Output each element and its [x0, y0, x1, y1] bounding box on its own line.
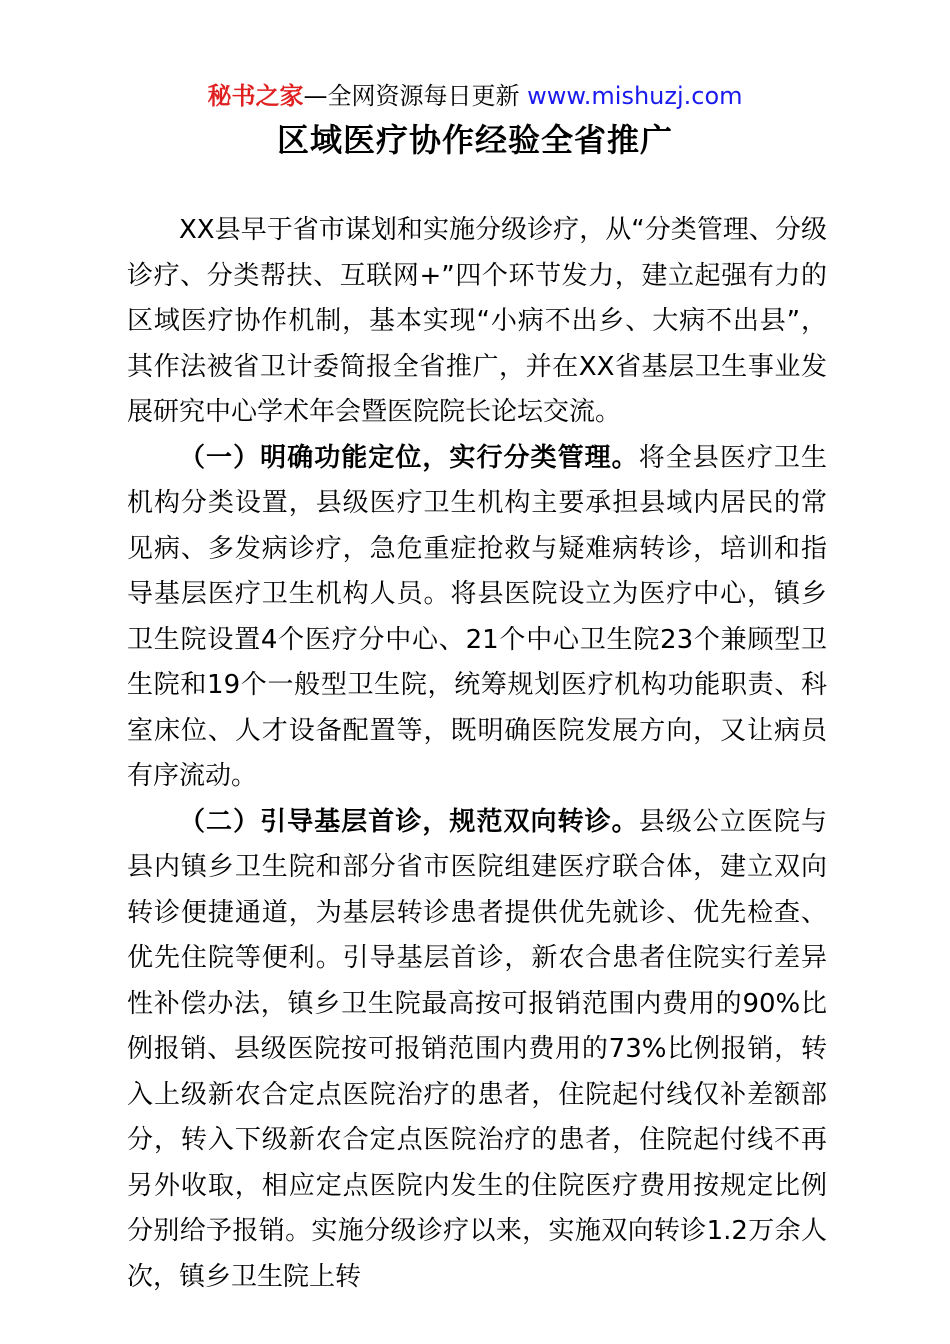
site-brand: 秘书之家: [207, 82, 304, 110]
paragraph-text: XX县早于省市谋划和实施分级诊疗，从“分类管理、分级诊疗、分类帮扶、互联网+”四个环节发力，建立起强有力的区域医疗协作机制，基本实现“小病不出乡、大病不出县”，其作法被省卫计委简报全省推广，并在XX省基层卫生事业发展研究中心学术年会暨医院院长论坛交流。: [127, 215, 827, 427]
document-title: 区域医疗协作经验全省推广: [276, 121, 673, 159]
section-heading: （二）引导基层首诊，规范双向转诊。: [179, 806, 639, 837]
paragraph-text: 将全县医疗卫生机构分类设置，县级医疗卫生机构主要承担县域内居民的常见病、多发病诊疗，急危重症抢救与疑难病转诊，培训和指导基层医疗卫生机构人员。将县医院设立为医疗中心，镇乡卫生院设置4个医疗分中心、21个中心卫生院23个兼顾型卫生院和19个一般型卫生院，统筹规划医疗机构功能职责、科室床位、人才设备配置等，既明确医院发展方向，又让病员有序流动。: [127, 442, 827, 791]
document-body: [127, 208, 827, 1300]
site-url-link[interactable]: www.mishuzj.com: [527, 82, 743, 110]
paragraph-section-1: [127, 436, 827, 800]
paragraph-text: 县级公立医院与县内镇乡卫生院和部分省市医院组建医疗联合体，建立双向转诊便捷通道，为基层转诊患者提供优先就诊、优先检查、优先住院等便利。引导基层首诊，新农合患者住院实行差异性补偿办法，镇乡卫生院最高按可报销范围内费用的90%比例报销、县级医院按可报销范围内费用的73%比例报销，转入上级新农合定点医院治疗的患者，住院起付线仅补差额部分，转入下级新农合定点医院治疗的患者，住院起付线不再另外收取，相应定点医院内发生的住院医疗费用按规定比例分别给予报销。实施分级诊疗以来，实施双向转诊1.2万余人次，镇乡卫生院上转: [127, 806, 827, 1292]
site-header: [0, 80, 950, 112]
section-heading: （一）明确功能定位，实行分类管理。: [179, 442, 639, 473]
paragraph-intro: [127, 208, 827, 436]
site-tagline: —全网资源每日更新: [303, 82, 528, 110]
paragraph-section-2: [127, 800, 827, 1301]
